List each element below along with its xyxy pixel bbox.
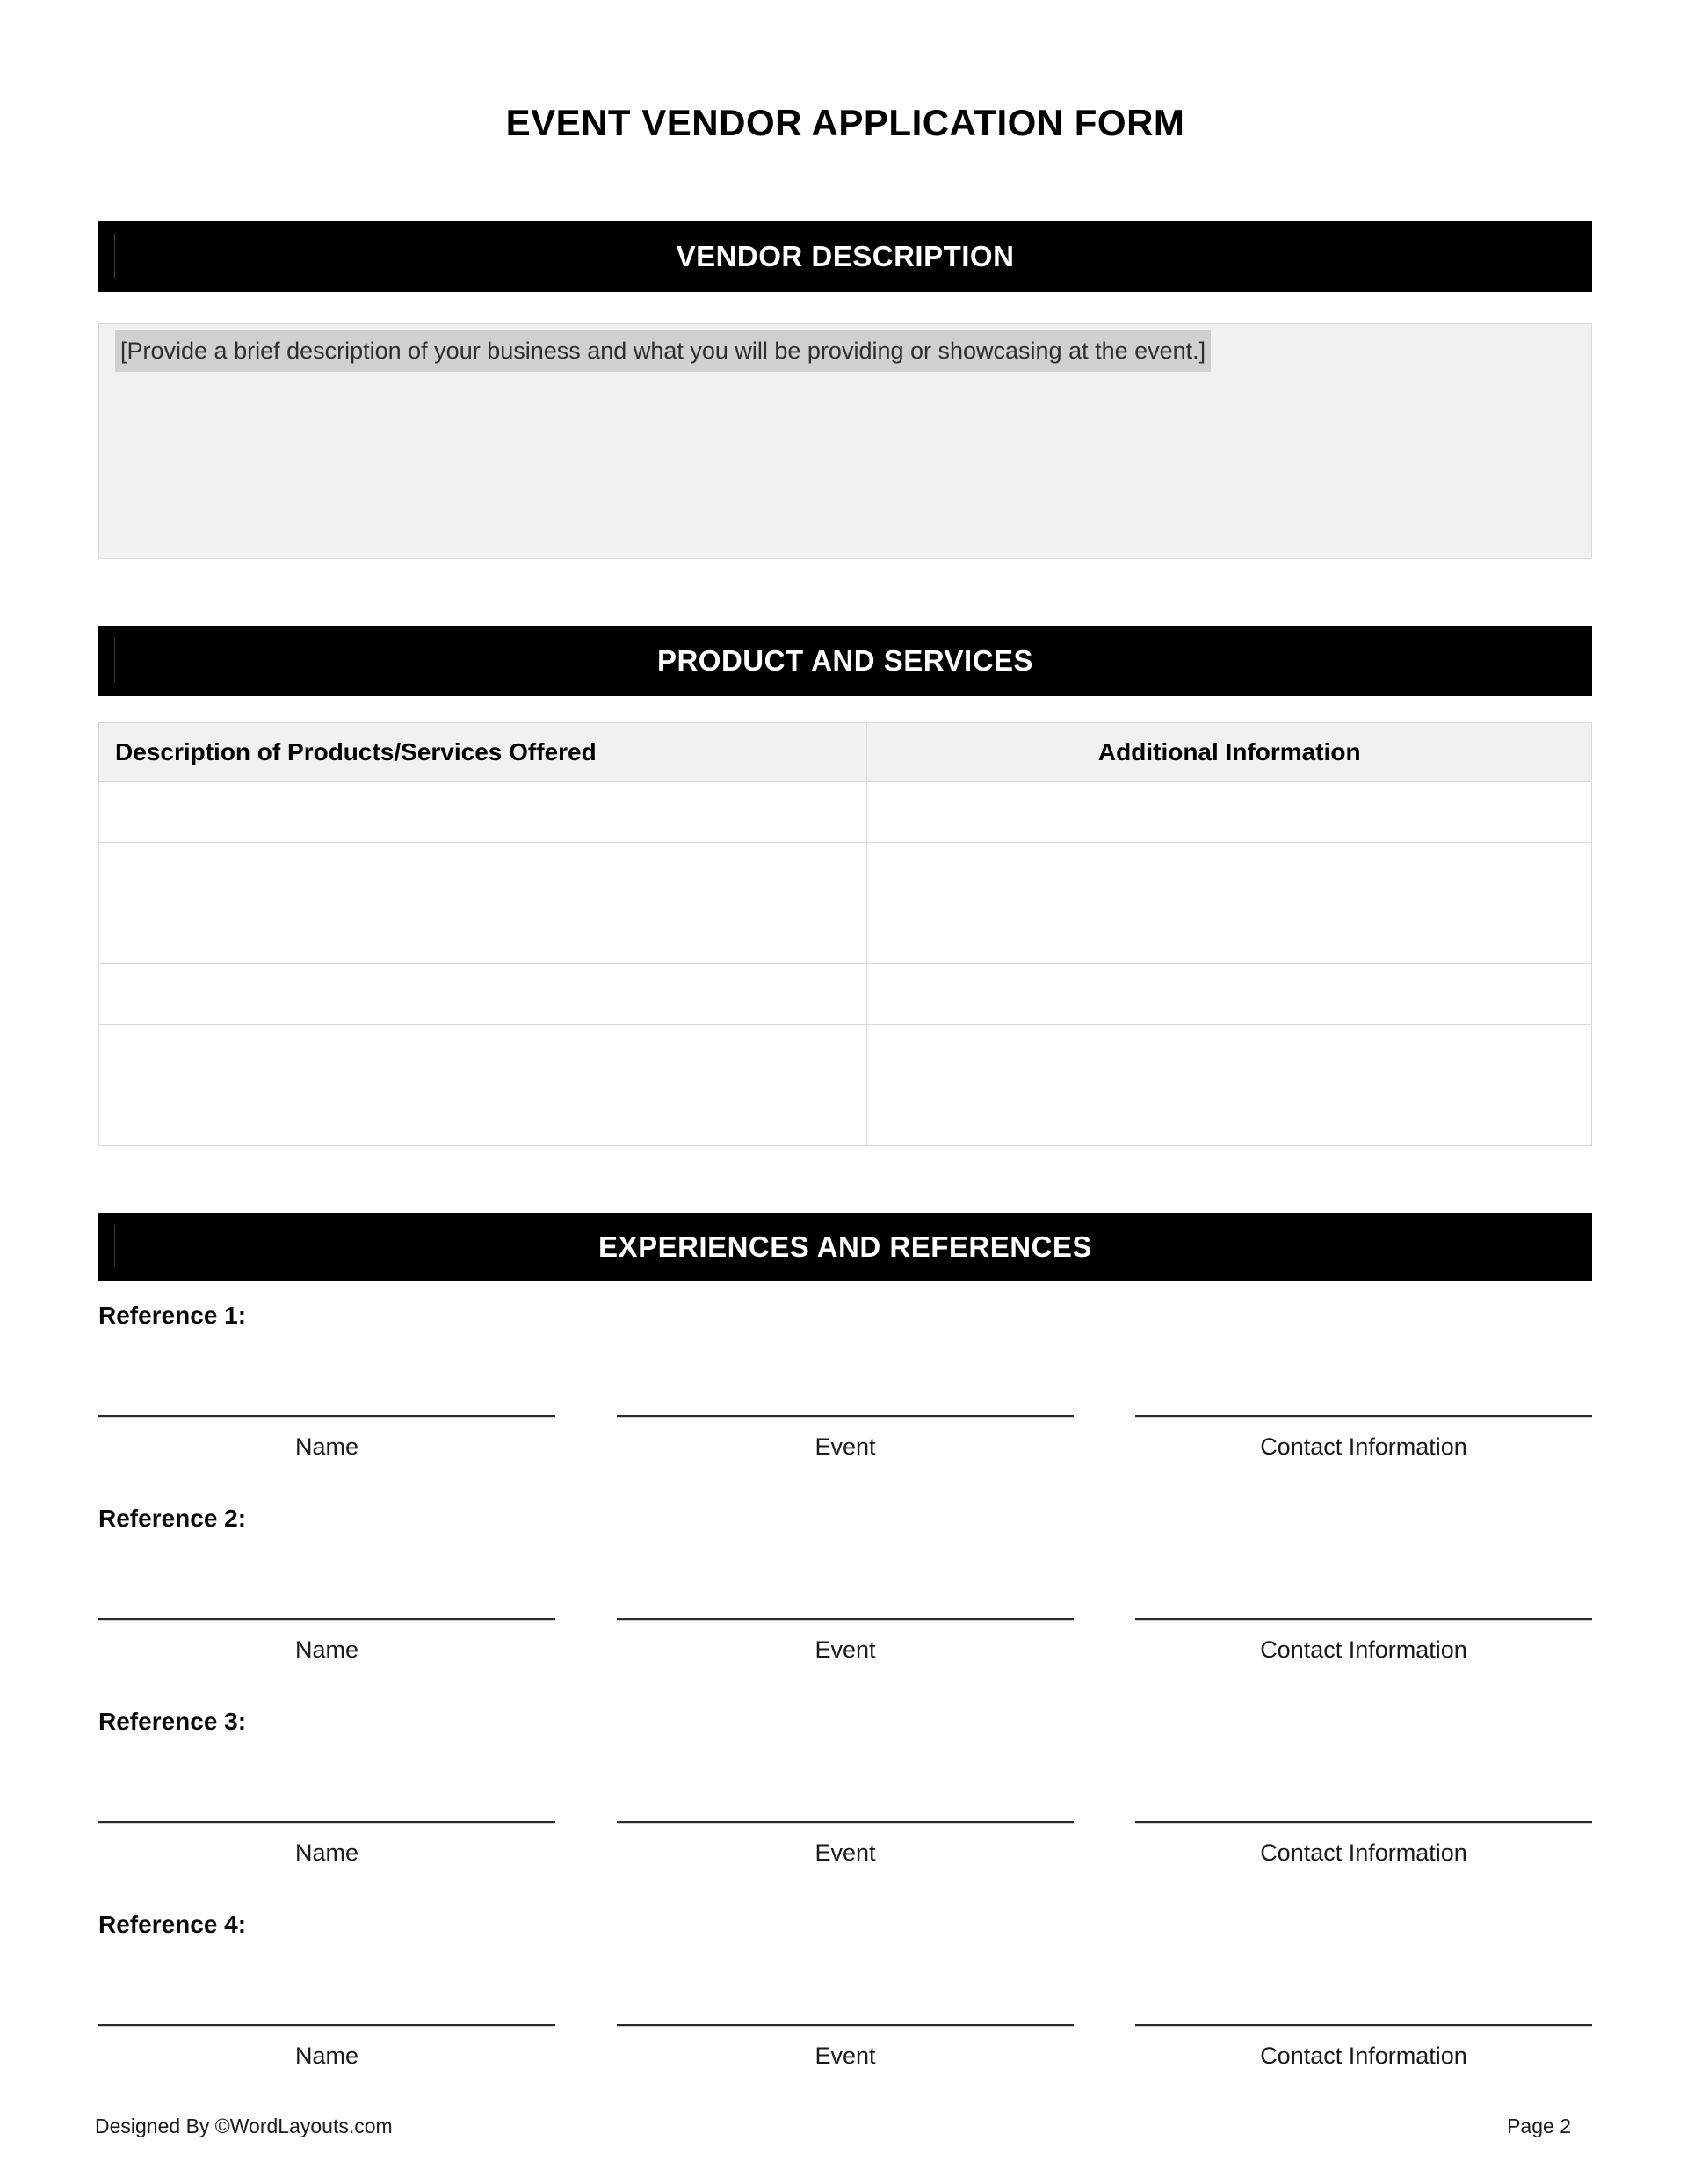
name-caption: Name <box>294 1839 359 1866</box>
section-header-vendor-description: VENDOR DESCRIPTION <box>98 221 1592 292</box>
additional-info-cell[interactable] <box>867 782 1591 842</box>
document-page <box>98 0 1592 2071</box>
additional-info-cell[interactable] <box>867 964 1591 1024</box>
table-row <box>99 903 1591 964</box>
table-header-row <box>99 723 1591 782</box>
description-cell[interactable] <box>99 903 867 963</box>
additional-info-cell[interactable] <box>867 1085 1591 1145</box>
event-blank-line[interactable] <box>617 1821 1074 1823</box>
table-row <box>99 1025 1591 1085</box>
event-blank-line[interactable] <box>617 1415 1074 1417</box>
reference-1-blanks <box>98 1415 1592 1417</box>
event-blank-line[interactable] <box>617 2024 1074 2026</box>
column-header-description: Description of Products/Services Offered <box>99 723 867 781</box>
contact-blank-line[interactable] <box>1135 1618 1592 1620</box>
description-cell[interactable] <box>99 782 867 842</box>
page-footer <box>95 2113 1571 2139</box>
contact-information-caption: Contact Information <box>1260 1636 1467 1663</box>
description-cell[interactable] <box>99 1025 867 1085</box>
reference-3-label: Reference 3: <box>98 1708 247 1735</box>
reference-block-1 <box>98 1301 1592 1462</box>
contact-blank-line[interactable] <box>1135 1821 1592 1823</box>
table-row <box>99 843 1591 903</box>
contact-blank-line[interactable] <box>1135 1415 1592 1417</box>
additional-info-cell[interactable] <box>867 903 1591 963</box>
vendor-description-textarea[interactable] <box>98 323 1592 559</box>
event-caption: Event <box>815 1636 876 1663</box>
contact-blank-line[interactable] <box>1135 2024 1592 2026</box>
references-section <box>98 1301 1592 2071</box>
additional-info-cell[interactable] <box>867 843 1591 903</box>
event-caption: Event <box>815 1433 876 1460</box>
reference-3-captions <box>98 1838 1592 1868</box>
name-blank-line[interactable] <box>98 1415 555 1417</box>
reference-1-label: Reference 1: <box>98 1302 247 1329</box>
reference-2-label: Reference 2: <box>98 1505 247 1532</box>
reference-block-3 <box>98 1707 1592 1868</box>
reference-4-label: Reference 4: <box>98 1911 247 1938</box>
name-blank-line[interactable] <box>98 2024 555 2026</box>
reference-4-captions <box>98 2041 1592 2071</box>
table-row <box>99 1085 1591 1145</box>
table-row <box>99 964 1591 1025</box>
contact-information-caption: Contact Information <box>1260 1433 1467 1460</box>
name-caption: Name <box>294 2043 359 2069</box>
vendor-description-placeholder: [Provide a brief description of your business and what you will be providing or showcasing at the event.] <box>115 330 1211 372</box>
event-caption: Event <box>815 1839 876 1866</box>
products-services-table <box>98 722 1592 1146</box>
description-cell[interactable] <box>99 843 867 903</box>
name-blank-line[interactable] <box>98 1618 555 1620</box>
reference-3-blanks <box>98 1821 1592 1823</box>
section-header-experiences-references: EXPERIENCES AND REFERENCES <box>98 1213 1592 1281</box>
reference-2-blanks <box>98 1618 1592 1620</box>
reference-2-captions <box>98 1635 1592 1665</box>
contact-information-caption: Contact Information <box>1260 2043 1467 2069</box>
designer-credit: Designed By ©WordLayouts.com <box>95 2115 393 2137</box>
section-header-product-and-services: PRODUCT AND SERVICES <box>98 626 1592 696</box>
page-title: EVENT VENDOR APPLICATION FORM <box>505 102 1185 143</box>
page-number: Page 2 <box>1507 2115 1571 2137</box>
description-cell[interactable] <box>99 964 867 1024</box>
reference-block-4 <box>98 1910 1592 2071</box>
table-row <box>99 782 1591 843</box>
name-caption: Name <box>294 1636 359 1663</box>
name-blank-line[interactable] <box>98 1821 555 1823</box>
reference-1-captions <box>98 1432 1592 1462</box>
description-cell[interactable] <box>99 1085 867 1145</box>
reference-block-2 <box>98 1504 1592 1665</box>
contact-information-caption: Contact Information <box>1260 1839 1467 1866</box>
reference-4-blanks <box>98 2024 1592 2026</box>
column-header-additional-info: Additional Information <box>1097 738 1361 765</box>
additional-info-cell[interactable] <box>867 1025 1591 1085</box>
event-blank-line[interactable] <box>617 1618 1074 1620</box>
event-caption: Event <box>815 2043 876 2069</box>
name-caption: Name <box>294 1433 359 1460</box>
